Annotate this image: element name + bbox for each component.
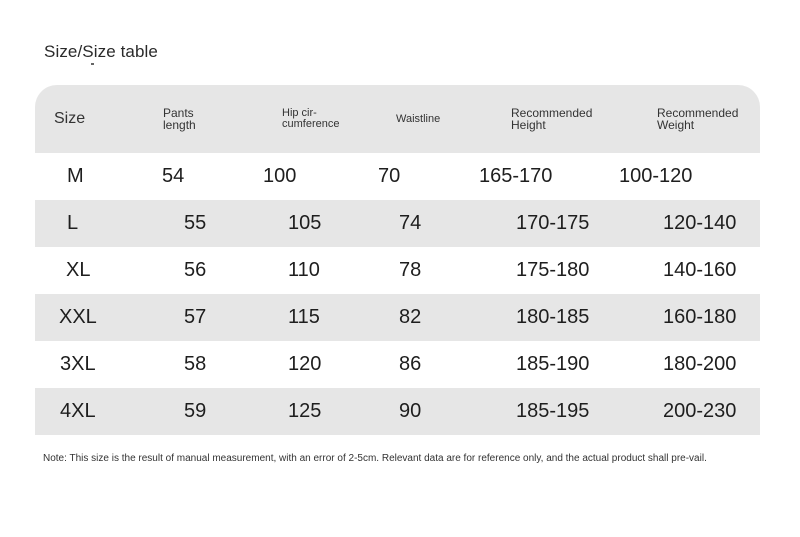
table-row xyxy=(35,388,760,435)
cell-recommended-height: 185-195 xyxy=(516,400,590,422)
cell-waistline: 90 xyxy=(399,400,422,422)
cell-hip-circumference: 125 xyxy=(288,400,322,422)
cell-recommended-weight: 140-160 xyxy=(663,259,737,281)
table-row xyxy=(35,247,760,294)
cell-waistline: 74 xyxy=(399,212,422,234)
cell-pants-length: 58 xyxy=(184,353,207,375)
header-hip-circumference-label: Hip cir- cumference xyxy=(282,107,340,130)
header-recommended-height-label: Recommended Height xyxy=(511,106,593,132)
header-pants-length xyxy=(150,85,257,153)
cell-size: 3XL xyxy=(60,353,96,375)
header-size xyxy=(35,85,150,153)
cell-waistline: 82 xyxy=(399,306,422,328)
header-recommended-weight xyxy=(611,85,760,153)
cell-hip-circumference: 100 xyxy=(263,165,297,187)
cell-hip-circumference: 105 xyxy=(288,212,322,234)
cell-hip-circumference: 120 xyxy=(288,353,322,375)
header-hip-circumference xyxy=(257,85,364,153)
cell-waistline: 70 xyxy=(378,165,401,187)
cell-recommended-height: 185-190 xyxy=(516,353,590,375)
size-table xyxy=(35,85,760,435)
table-row xyxy=(35,153,760,200)
header-waistline xyxy=(364,85,465,153)
header-size-label: Size xyxy=(54,110,86,127)
table-row xyxy=(35,294,760,341)
cell-pants-length: 56 xyxy=(184,259,207,281)
header-recommended-height xyxy=(465,85,611,153)
cell-hip-circumference: 110 xyxy=(288,259,320,281)
cell-recommended-weight: 180-200 xyxy=(663,353,737,375)
page-title: Size/Size table xyxy=(44,42,158,61)
cell-waistline: 78 xyxy=(399,259,422,281)
cell-recommended-height: 165-170 xyxy=(479,165,553,187)
measurement-note: Note: This size is the result of manual measurement, with an error of 2-5cm. Relevant data are for reference only, and the actual product shall pre-vail. xyxy=(43,453,707,464)
cell-recommended-height: 175-180 xyxy=(516,259,590,281)
cell-size: L xyxy=(67,212,79,234)
table-row xyxy=(35,200,760,247)
cell-recommended-weight: 100-120 xyxy=(619,165,693,187)
cell-recommended-height: 180-185 xyxy=(516,306,590,328)
cell-recommended-weight: 200-230 xyxy=(663,400,737,422)
header-recommended-weight-label: Recommended Weight xyxy=(657,106,739,132)
cell-pants-length: 57 xyxy=(184,306,207,328)
header-waistline-label: Waistline xyxy=(396,112,441,125)
cell-size: M xyxy=(67,165,84,187)
cell-size: XL xyxy=(66,259,91,281)
cell-size: 4XL xyxy=(60,400,96,422)
table-row xyxy=(35,341,760,388)
cell-pants-length: 59 xyxy=(184,400,207,422)
cell-pants-length: 54 xyxy=(162,165,185,187)
cell-recommended-weight: 120-140 xyxy=(663,212,737,234)
cell-hip-circumference: 115 xyxy=(288,306,320,328)
cell-waistline: 86 xyxy=(399,353,422,375)
cell-pants-length: 55 xyxy=(184,212,207,234)
cell-recommended-weight: 160-180 xyxy=(663,306,737,328)
cell-recommended-height: 170-175 xyxy=(516,212,590,234)
title-tick-mark xyxy=(91,63,94,65)
table-header-row xyxy=(35,85,760,153)
cell-size: XXL xyxy=(59,306,97,328)
header-pants-length-label: Pants length xyxy=(163,106,196,132)
